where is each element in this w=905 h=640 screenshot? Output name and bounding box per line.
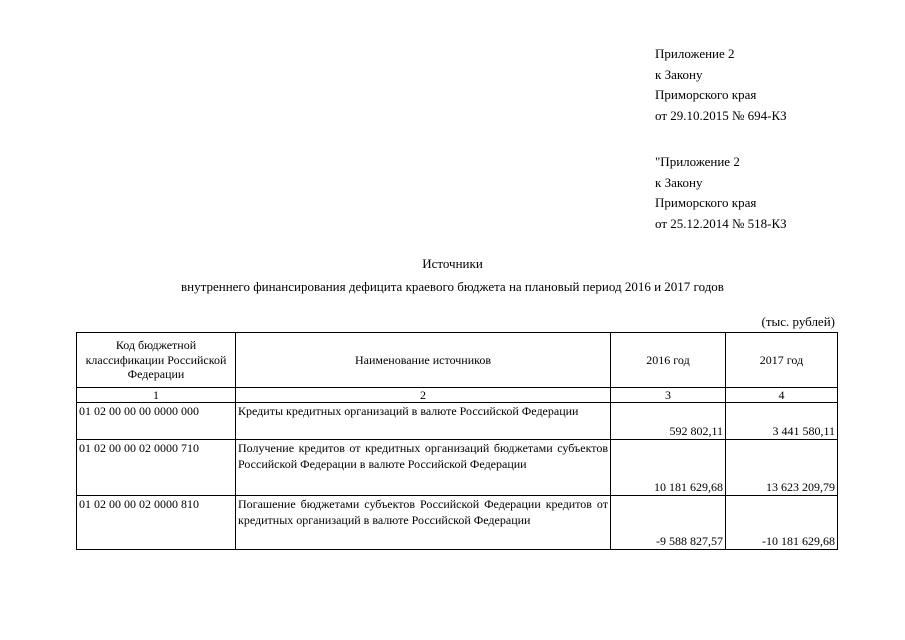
row-value-2017: 3 441 580,11 — [726, 403, 838, 440]
column-number: 3 — [611, 388, 726, 403]
column-number-row — [77, 388, 838, 403]
appendix-stamp-line: к Закону — [655, 174, 703, 190]
header-code: Код бюджетной классификации Российской Федерации — [77, 333, 236, 388]
row-value-2016: -9 588 827,57 — [611, 496, 726, 550]
table-row — [77, 440, 838, 496]
header-year-2017: 2017 год — [726, 333, 838, 388]
header-year-2016: 2016 год — [611, 333, 726, 388]
header-name: Наименование источников — [236, 333, 611, 388]
row-code: 01 02 00 00 02 0000 810 — [77, 496, 236, 550]
row-code: 01 02 00 00 02 0000 710 — [77, 440, 236, 496]
appendix-stamp-line: Приморского края — [655, 195, 757, 211]
appendix-stamp-line: к Закону — [655, 66, 703, 82]
column-number: 1 — [77, 388, 236, 403]
appendix-stamp-line: "Приложение 2 — [655, 154, 740, 169]
table-row — [77, 496, 838, 550]
appendix-stamp-current — [655, 44, 787, 126]
row-name: Получение кредитов от кредитных организаций бюджетами субъектов Российской Федерации в валюте Российской Федерации — [236, 440, 611, 496]
row-name: Погашение бюджетами субъектов Российской Федерации кредитов от кредитных организаций в валюте Российской Федерации — [236, 496, 611, 550]
row-value-2017: -10 181 629,68 — [726, 496, 838, 550]
document-subtitle: внутреннего финансирования дефицита краевого бюджета на плановый период 2016 и 2017 годов — [181, 279, 724, 294]
appendix-stamp-line: Приложение 2 — [655, 46, 735, 61]
appendix-stamp-line: Приморского края — [655, 87, 757, 103]
row-value-2016: 10 181 629,68 — [611, 440, 726, 496]
table-row — [77, 403, 838, 440]
table-header-row — [77, 333, 838, 388]
row-name: Кредиты кредитных организаций в валюте Российской Федерации — [236, 403, 611, 440]
appendix-stamp-previous — [655, 152, 787, 234]
appendix-stamp-line: от 29.10.2015 № 694-КЗ — [655, 107, 787, 123]
row-value-2017: 13 623 209,79 — [726, 440, 838, 496]
row-value-2016: 592 802,11 — [611, 403, 726, 440]
financing-sources-table — [76, 332, 838, 550]
units-note: (тыс. рублей) — [761, 314, 835, 329]
column-number: 4 — [726, 388, 838, 403]
appendix-stamp-line: от 25.12.2014 № 518-КЗ — [655, 215, 787, 231]
column-number: 2 — [236, 388, 611, 403]
row-code: 01 02 00 00 00 0000 000 — [77, 403, 236, 440]
document-title: Источники — [422, 256, 483, 271]
